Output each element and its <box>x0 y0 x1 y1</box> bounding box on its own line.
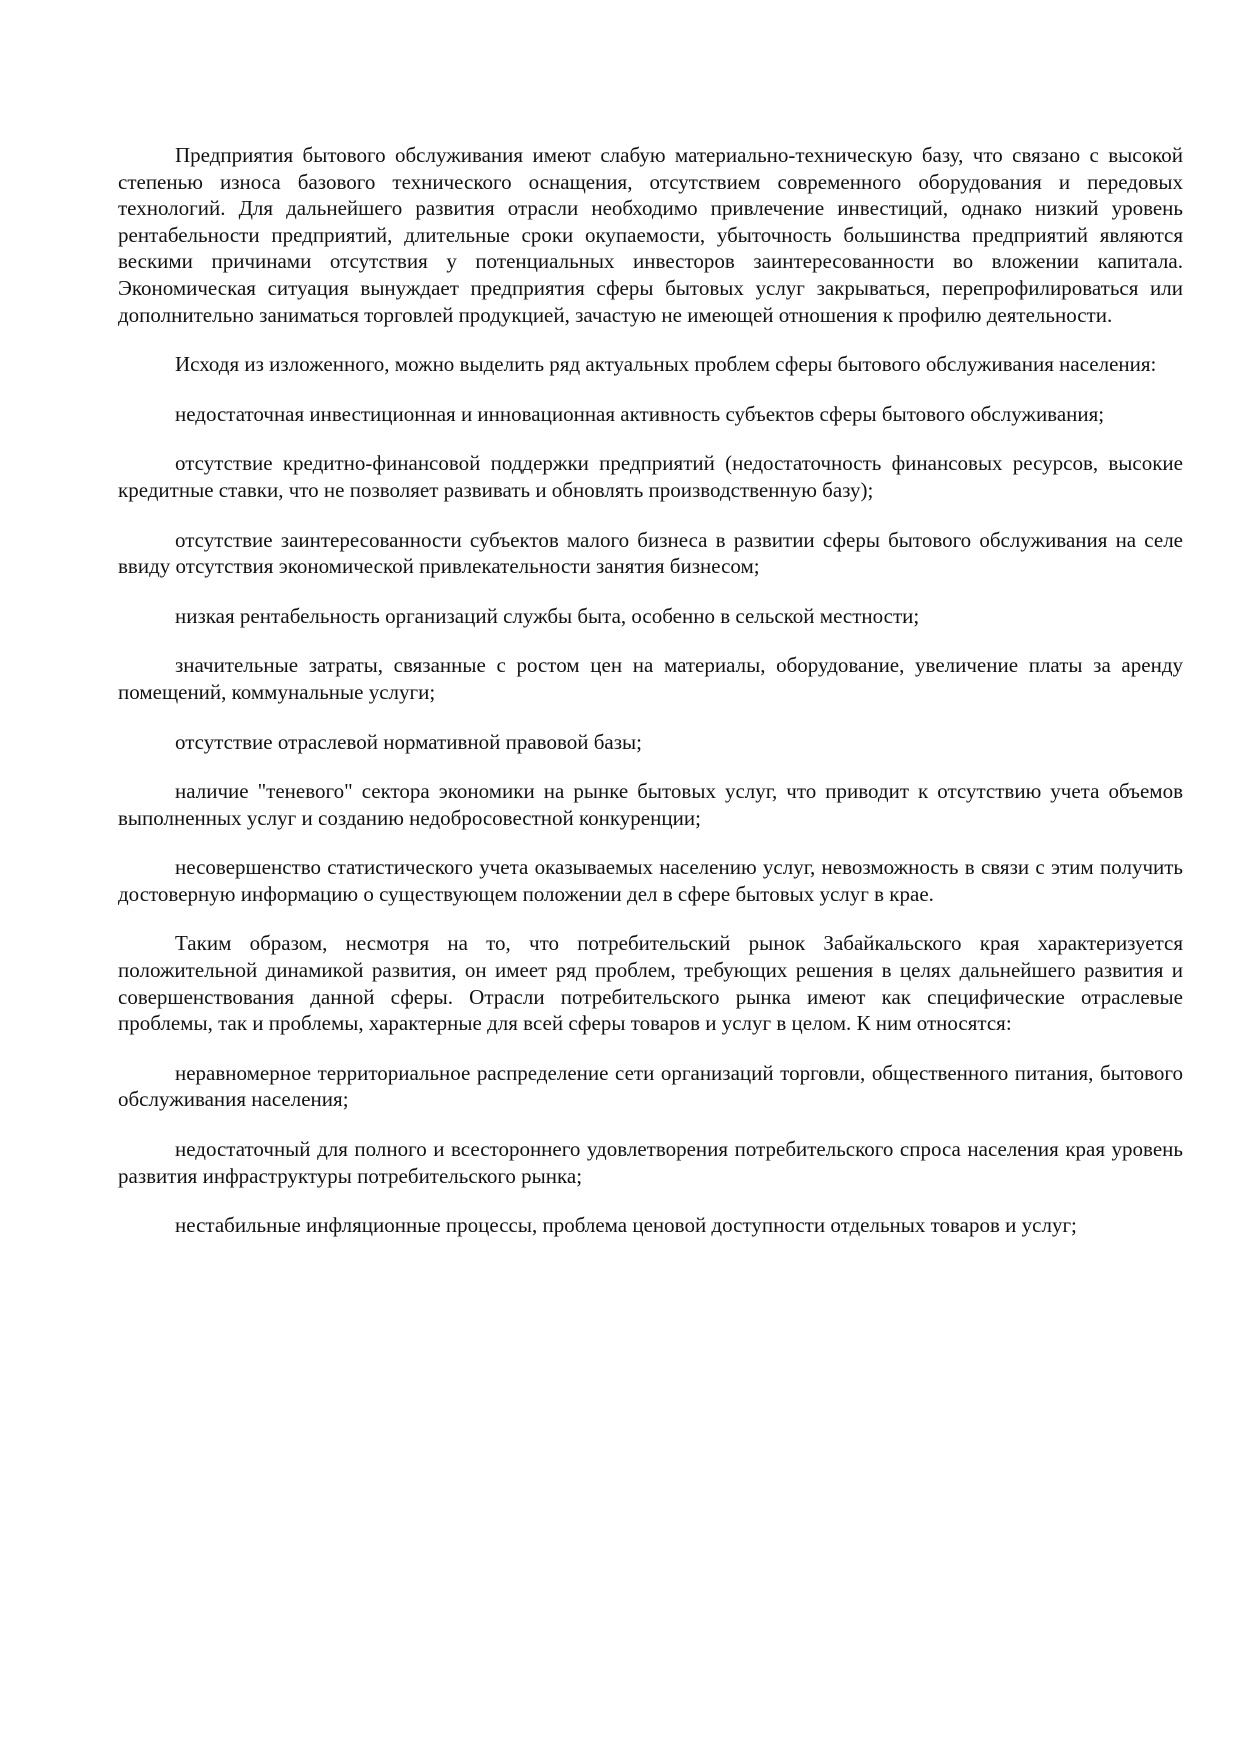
paragraph-problems-lead: Исходя из изложенного, можно выделить ряд актуальных проблем сферы бытового обслуживания населения: <box>175 352 1157 377</box>
paragraph-conclusion-consumer-market: Таким образом, несмотря на то, что потребительский рынок Забайкальского края характеризуется положительной динамикой развития, он имеет ряд проблем, требующих решения в целях дальнейшего развития и совершенствования данной сферы. Отрасли потребительского рынка имеют как специфические отраслевые проблемы, так и проблемы, характерные для всей сферы товаров и услуг в целом. К ним относятся: <box>118 931 1183 1036</box>
list-item-inflation: нестабильные инфляционные процессы, проблема ценовой доступности отдельных товаров и услуг; <box>175 1213 1077 1238</box>
list-item-significant-costs: значительные затраты, связанные с ростом цен на материалы, оборудование, увеличение платы за аренду помещений, коммунальные услуги; <box>118 653 1183 704</box>
paragraph-intro-material-base: Предприятия бытового обслуживания имеют слабую материально-техническую базу, что связано с высокой степенью износа базового технического оснащения, отсутствием современного оборудования и передовых технологий. Для дальнейшего развития отрасли необходимо привлечение инвестиций, однако низкий уровень рентабельности предприятий, длительные сроки окупаемости, убыточность большинства предприятий являются вескими причинами отсутствия у потенциальных инвесторов заинтересованности во вложении капитала. Экономическая ситуация вынуждает предприятия сферы бытовых услуг закрываться, перепрофилироваться или дополнительно заниматься торговлей продукцией, зачастую не имеющей отношения к профилю деятельности. <box>118 143 1183 327</box>
list-item-infrastructure: недостаточный для полного и всестороннего удовлетворения потребительского спроса населения края уровень развития инфраструктуры потребительского рынка; <box>118 1137 1183 1188</box>
list-item-credit-support: отсутствие кредитно-финансовой поддержки предприятий (недостаточность финансовых ресурсов, высокие кредитные ставки, что не позволяет развивать и обновлять производственную базу); <box>118 451 1183 502</box>
list-item-uneven-distribution: неравномерное территориальное распределение сети организаций торговли, общественного питания, бытового обслуживания населения; <box>118 1060 1183 1112</box>
document-page <box>118 142 1183 1262</box>
list-item-small-business-interest: отсутствие заинтересованности субъектов малого бизнеса в развитии сферы бытового обслуживания на селе ввиду отсутствия экономической привлекательности занятия бизнесом; <box>118 527 1183 579</box>
list-item-shadow-sector: наличие "теневого" сектора экономики на рынке бытовых услуг, что приводит к отсутствию учета объемов выполненных услуг и созданию недобросовестной конкуренции; <box>118 779 1183 830</box>
list-item-low-profitability: низкая рентабельность организаций службы быта, особенно в сельской местности; <box>175 603 920 628</box>
list-item-investment-activity: недостаточная инвестиционная и инновационная активность субъектов сферы бытового обслуживания; <box>175 401 1105 426</box>
list-item-legal-base: отсутствие отраслевой нормативной правовой базы; <box>175 729 642 754</box>
list-item-statistics: несовершенство статистического учета оказываемых населению услуг, невозможность в связи с этим получить достоверную информацию о существующем положении дел в сфере бытовых услуг в крае. <box>118 855 1183 906</box>
